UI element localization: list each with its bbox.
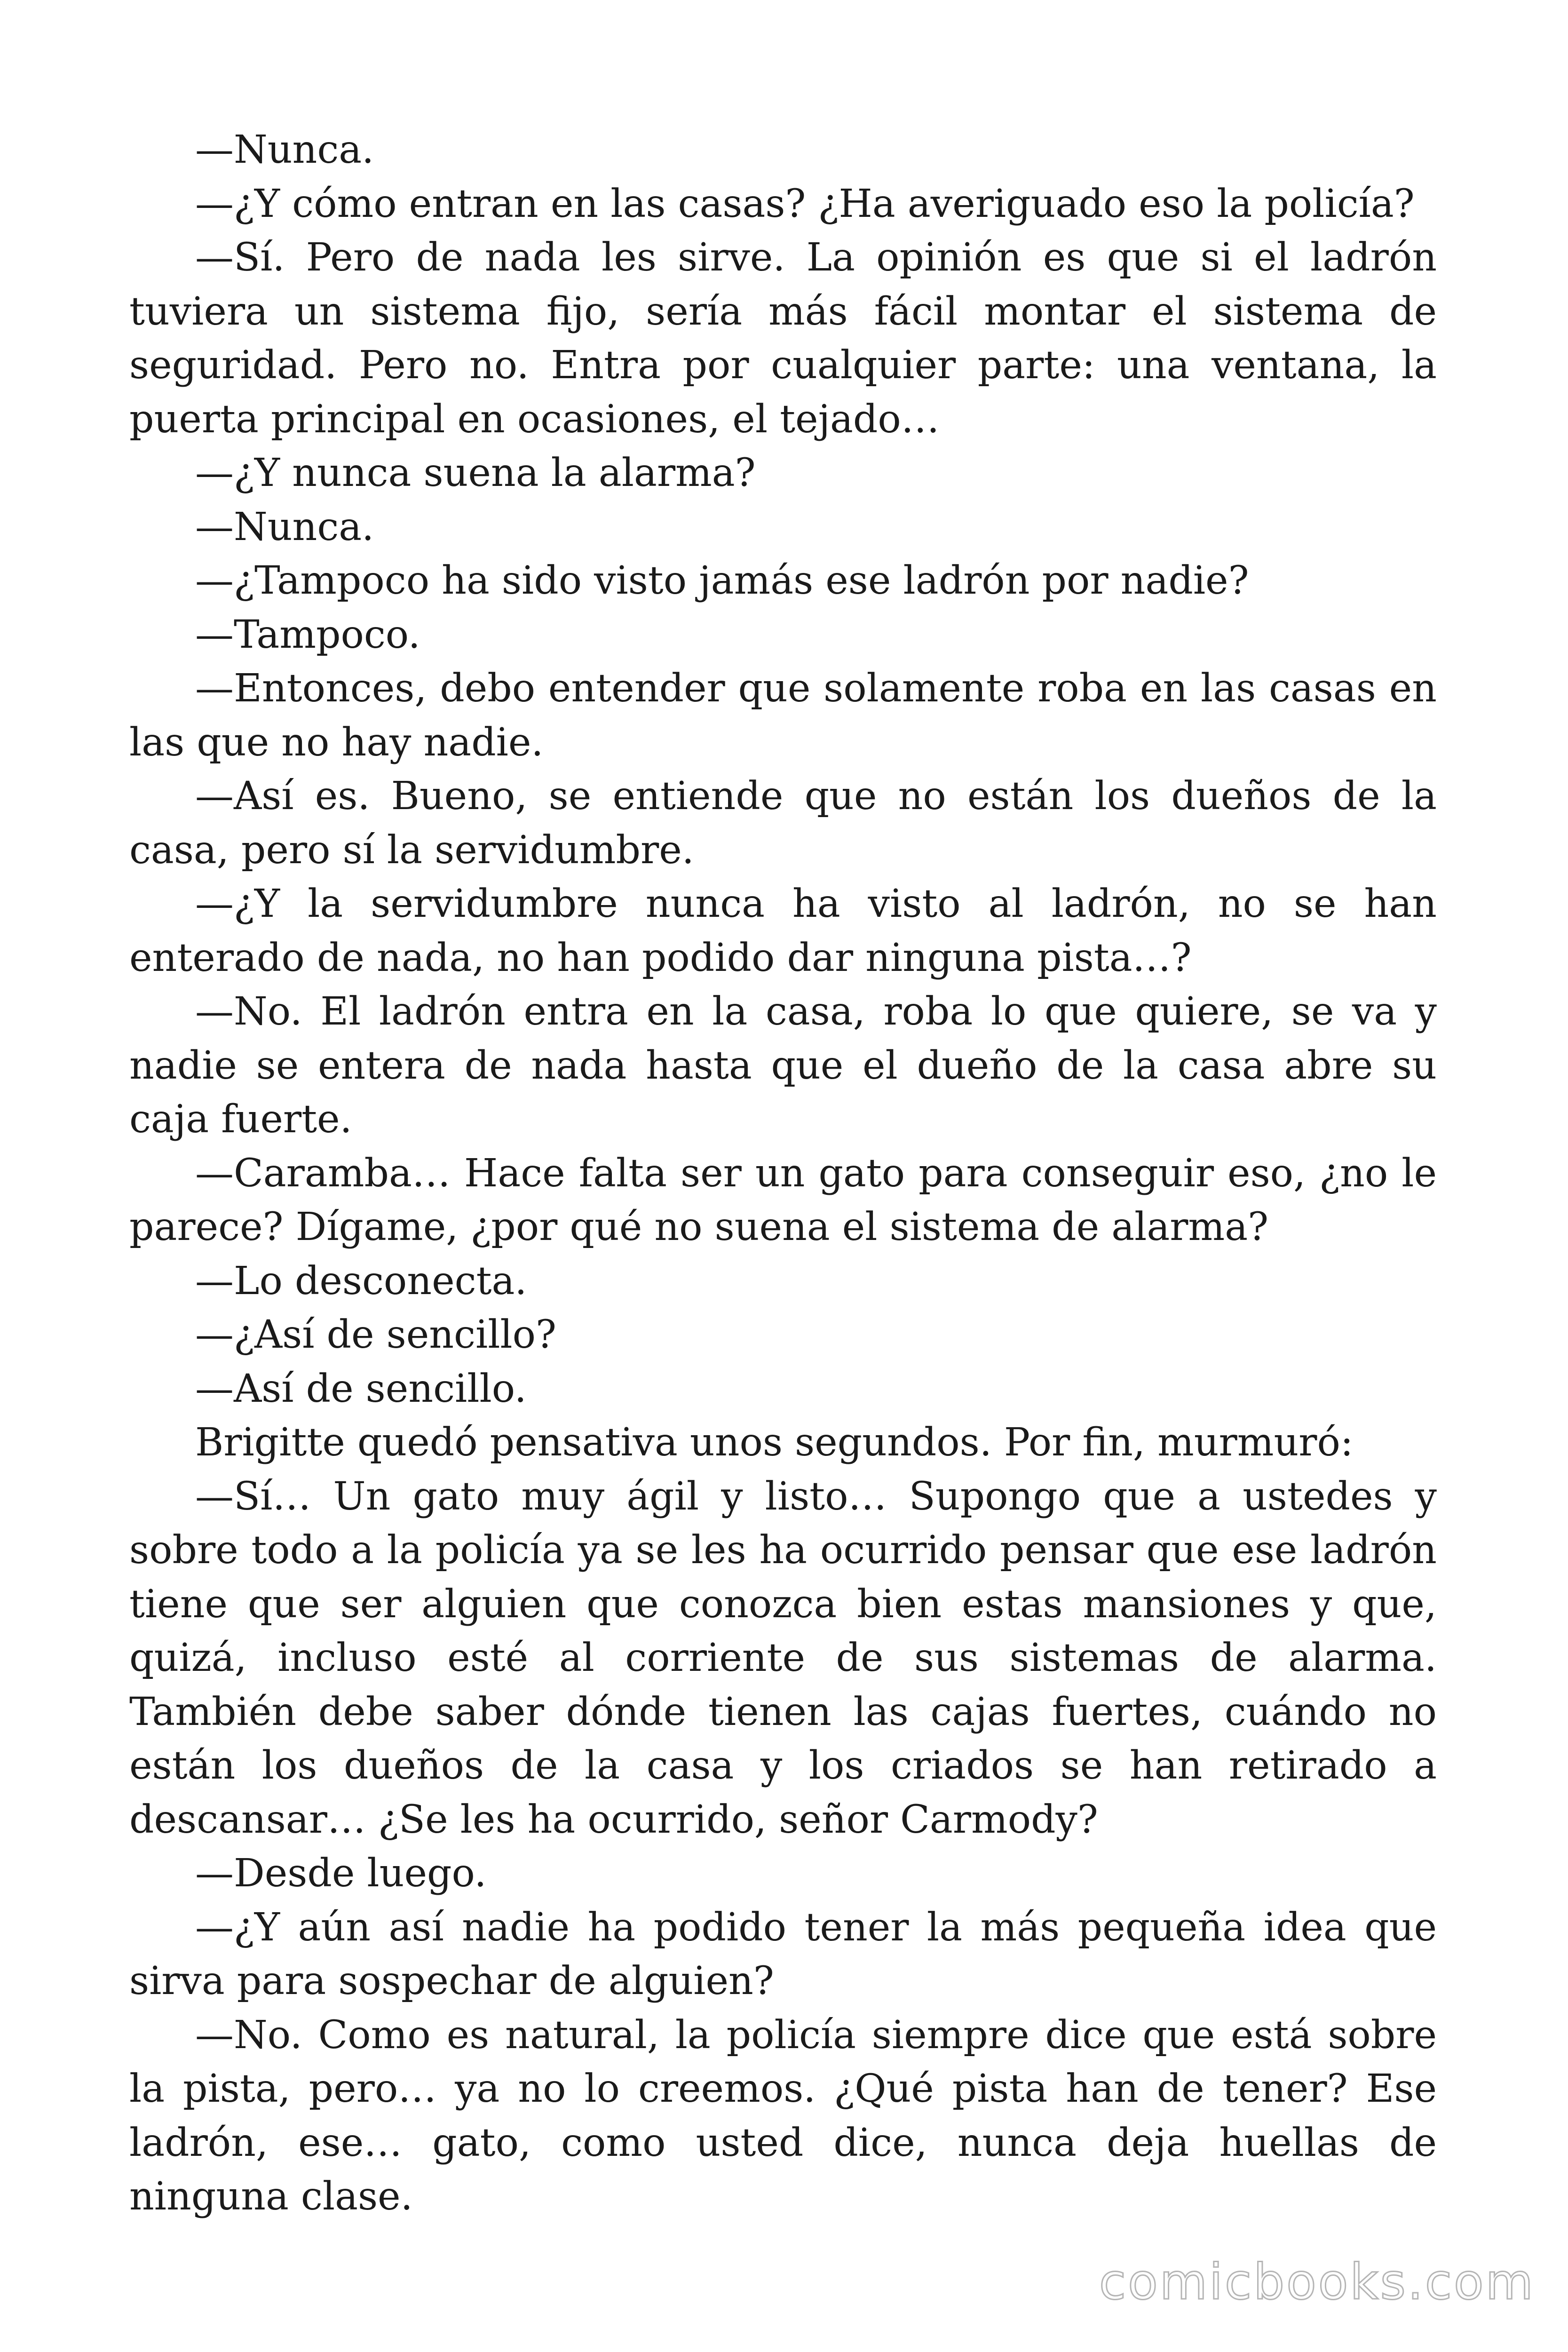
- paragraph: Brigitte quedó pensativa unos segundos. Por fin, murmuró:: [195, 1420, 1354, 1465]
- watermark: comicbooks.com: [1099, 2253, 1535, 2311]
- page-body: [129, 123, 1437, 2224]
- paragraph: —No. El ladrón entra en la casa, roba lo que quiere, se va y nadie se entera de nada hasta que el dueño de la casa abre su caja fuerte.: [129, 989, 1437, 1142]
- paragraph: —¿Y cómo entran en las casas? ¿Ha averiguado eso la policía?: [195, 181, 1415, 226]
- paragraph: —Nunca.: [195, 504, 374, 549]
- paragraph: —Nunca.: [195, 127, 374, 172]
- paragraph: —¿Así de sencillo?: [195, 1312, 556, 1357]
- paragraph: —Caramba… Hace falta ser un gato para conseguir eso, ¿no le parece? Dígame, ¿por qué no suena el sistema de alarma?: [129, 1151, 1437, 1249]
- paragraph: —Entonces, debo entender que solamente roba en las casas en las que no hay nadie.: [129, 666, 1437, 765]
- paragraph: —Así es. Bueno, se entiende que no están los dueños de la casa, pero sí la servidumbre.: [129, 774, 1437, 873]
- paragraph: —¿Y aún así nadie ha podido tener la más pequeña idea que sirva para sospechar de alguien?: [129, 1905, 1437, 2003]
- paragraph: —¿Tampoco ha sido visto jamás ese ladrón por nadie?: [195, 558, 1249, 603]
- paragraph: —No. Como es natural, la policía siempre dice que está sobre la pista, pero… ya no lo creemos. ¿Qué pista han de tener? Ese ladrón, ese… gato, como usted dice, nunca deja huellas de ninguna clase.: [129, 2012, 1437, 2219]
- paragraph: —Tampoco.: [195, 612, 420, 657]
- paragraph: —¿Y nunca suena la alarma?: [195, 451, 756, 495]
- paragraph: —Sí… Un gato muy ágil y listo… Supongo que a ustedes y sobre todo a la policía ya se les ha ocurrido pensar que ese ladrón tiene que ser alguien que conozca bien estas mansiones y que, quizá, incluso esté al corriente de sus sistemas de alarma. También debe saber dónde tienen las cajas fuertes, cuándo no están los dueños de la casa y los criados se han retirado a descansar… ¿Se les ha ocurrido, señor Carmody?: [129, 1474, 1437, 1842]
- paragraph: —Sí. Pero de nada les sirve. La opinión es que si el ladrón tuviera un sistema fijo, sería más fácil montar el sistema de seguridad. Pero no. Entra por cualquier parte: una ventana, la puerta principal en ocasiones, el tejado…: [129, 235, 1437, 442]
- paragraph: —Así de sencillo.: [195, 1366, 527, 1411]
- paragraph: —Desde luego.: [195, 1851, 487, 1896]
- paragraph: —¿Y la servidumbre nunca ha visto al ladrón, no se han enterado de nada, no han podido dar ninguna pista…?: [129, 882, 1437, 980]
- paragraph: —Lo desconecta.: [195, 1258, 527, 1303]
